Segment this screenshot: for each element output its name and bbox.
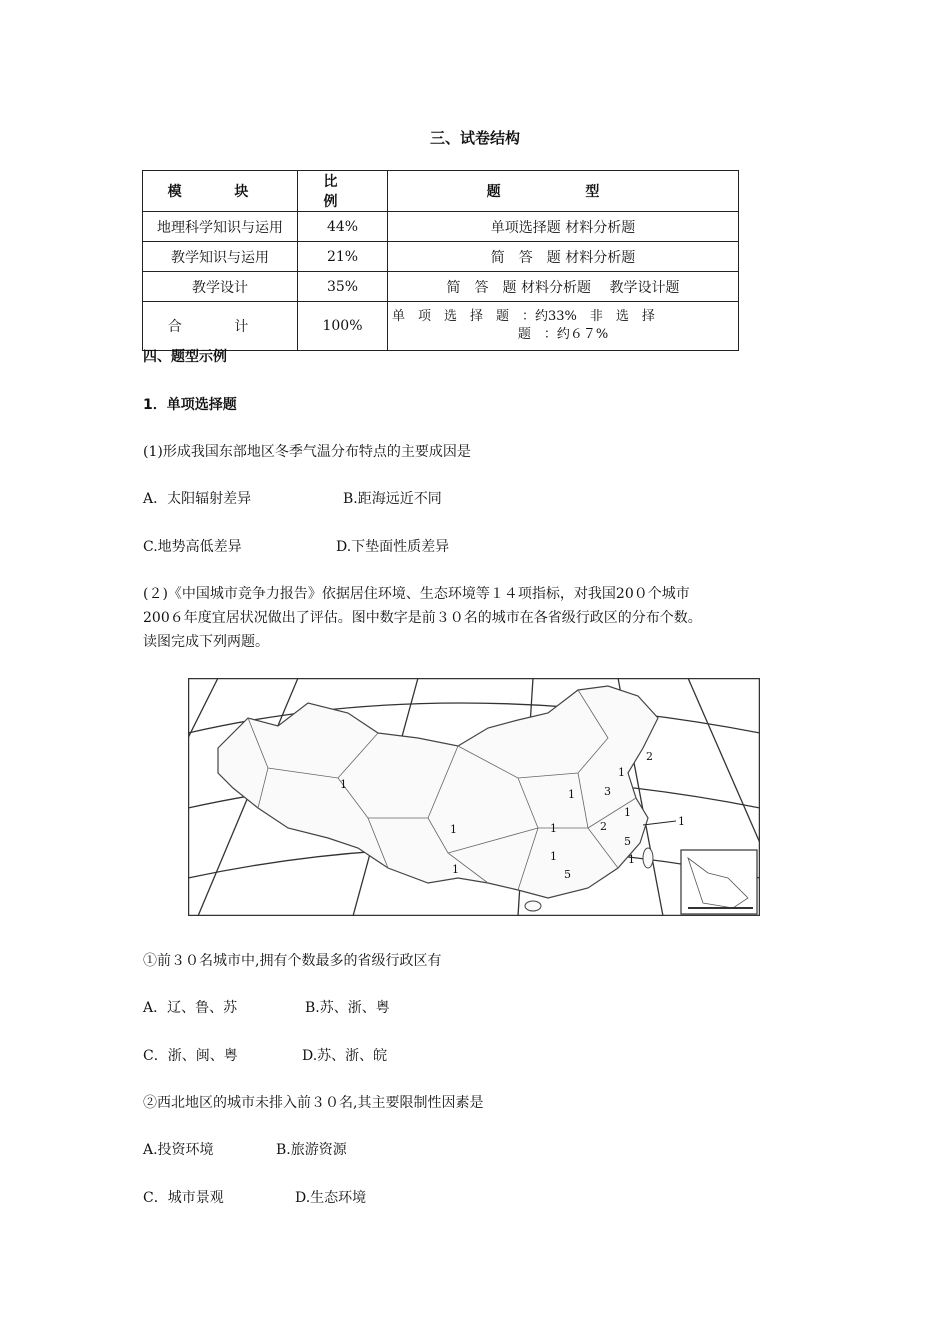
subquestion-2-option-c: C．城市景观 [143, 1190, 224, 1206]
cell-total-types [388, 302, 739, 351]
header-type: 题 型 [388, 171, 739, 212]
map-number: 2 [646, 750, 653, 763]
total-types-line2: 题 ：约６７% [517, 327, 609, 342]
subquestion-2-option-a: A.投资环境 [143, 1142, 214, 1158]
map-number: 1 [568, 788, 575, 801]
subquestion-2-stem: ②西北地区的城市未排入前３０名,其主要限制性因素是 [143, 1095, 484, 1111]
map-number: 1 [678, 815, 685, 828]
map-number: 1 [452, 863, 459, 876]
cell-types: 单项选择题 材料分析题 [388, 212, 739, 242]
section-heading-structure: 三、试卷结构 [429, 129, 520, 147]
map-number: 1 [450, 823, 457, 836]
subsection-heading-single-choice: 1．单项选择题 [143, 397, 237, 413]
cell-types: 简 答 题 材料分析题 [388, 242, 739, 272]
cell-total-label: 合 计 [143, 302, 298, 351]
question-1-option-b: B.距海远近不同 [343, 491, 442, 507]
question-1-option-d: D.下垫面性质差异 [336, 539, 450, 555]
question-1-stem: (1)形成我国东部地区冬季气温分布特点的主要成因是 [143, 444, 471, 460]
map-number: 5 [564, 868, 571, 881]
table-row [143, 272, 739, 302]
map-number: 2 [600, 820, 607, 833]
cell-types: 简 答 题 材料分析题 教学设计题 [388, 272, 739, 302]
map-number: 3 [604, 785, 611, 798]
question-1-option-c: C.地势高低差异 [143, 539, 242, 555]
question-1-option-a: A．太阳辐射差异 [143, 491, 252, 507]
table-row [143, 212, 739, 242]
subquestion-1-stem: ①前３０名城市中,拥有个数最多的省级行政区有 [143, 953, 442, 969]
subquestion-1-option-b: B.苏、浙、粤 [305, 1000, 390, 1016]
subquestion-2-option-d: D.生态环境 [295, 1190, 367, 1206]
map-number: 1 [618, 766, 625, 779]
map-number: 1 [624, 806, 631, 819]
cell-module: 教学知识与运用 [143, 242, 298, 272]
subquestion-1-option-d: D.苏、浙、皖 [302, 1048, 388, 1064]
question-2-stem-line2: 200６年度宜居状况做出了评估。图中数字是前３０名的城市在各省级行政区的分布个数。 [143, 610, 702, 626]
cell-module: 教学设计 [143, 272, 298, 302]
map-number: 1 [550, 822, 557, 835]
header-ratio: 比 例 [298, 171, 388, 212]
cell-total-ratio: 100% [298, 302, 388, 351]
china-city-map [188, 678, 760, 916]
cell-ratio: 35% [298, 272, 388, 302]
table-header-row [143, 171, 739, 212]
header-module: 模 块 [143, 171, 298, 212]
table-row [143, 242, 739, 272]
cell-module: 地理科学知识与运用 [143, 212, 298, 242]
map-number: 1 [628, 853, 635, 866]
subquestion-2-option-b: B.旅游资源 [276, 1142, 347, 1158]
map-number: 1 [340, 778, 347, 791]
subquestion-1-option-c: C．浙、闽、粤 [143, 1048, 238, 1064]
map-number: 1 [550, 850, 557, 863]
total-types-line1: 单 项 选 择 题 ：约33% 非 选 择 [392, 309, 655, 324]
question-2-stem-line1: (２)《中国城市竞争力报告》依据居住环境、生态环境等１４项指标，对我国20０个城市 [143, 586, 690, 602]
map-number: 5 [624, 835, 631, 848]
subquestion-1-option-a: A．辽、鲁、苏 [143, 1000, 238, 1016]
table-total-row [143, 302, 739, 351]
cell-ratio: 21% [298, 242, 388, 272]
question-2-stem-line3: 读图完成下列两题。 [143, 634, 269, 650]
section-heading-examples: 四、题型示例 [143, 349, 227, 365]
cell-ratio: 44% [298, 212, 388, 242]
exam-structure-table [142, 170, 739, 351]
